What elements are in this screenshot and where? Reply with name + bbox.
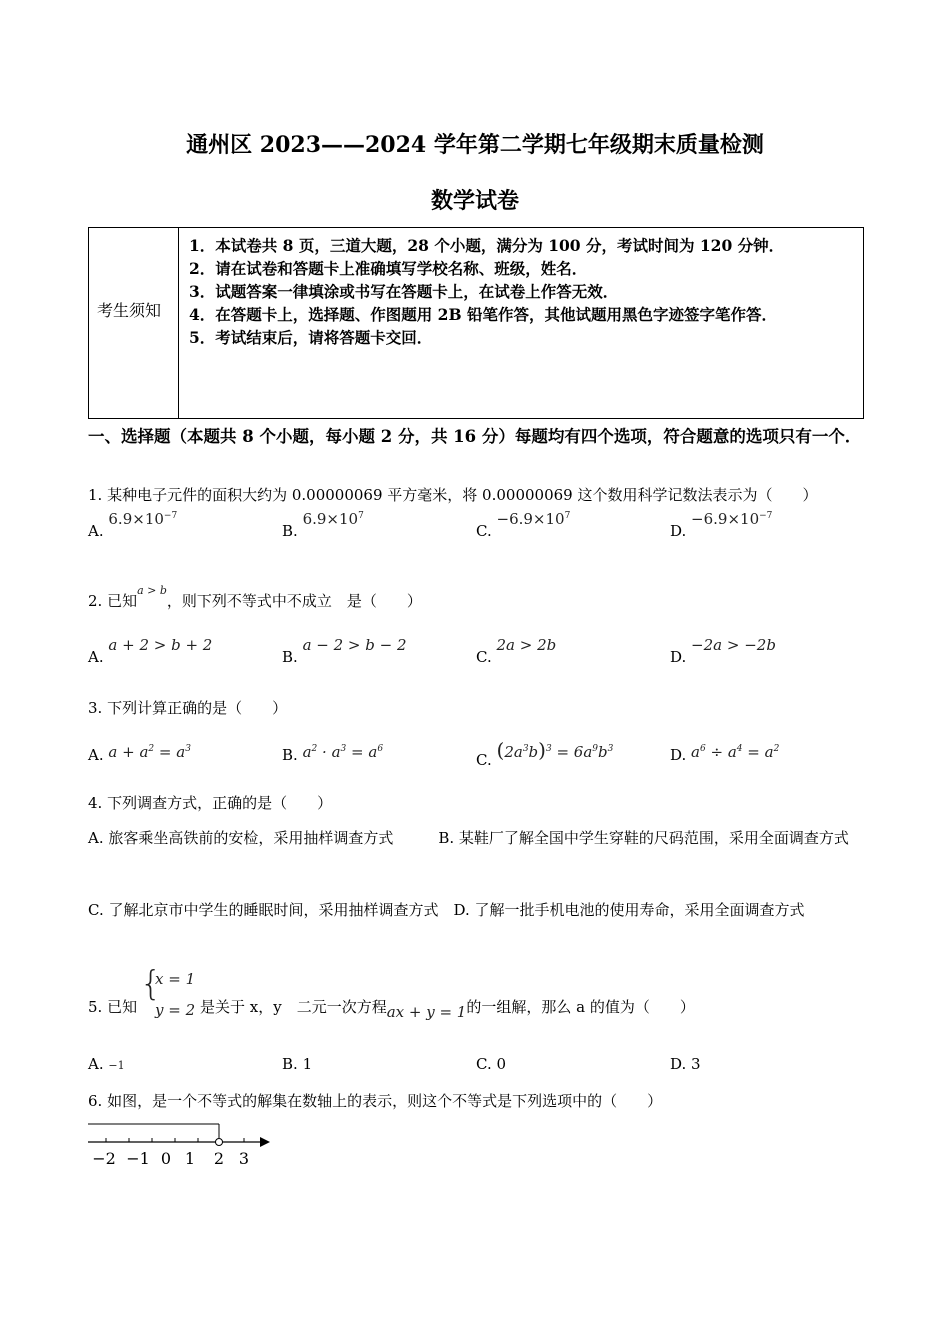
axis-arrow	[260, 1137, 270, 1147]
tick-label: −1	[126, 1149, 150, 1168]
tick-label: 2	[213, 1149, 225, 1168]
notice-item: 4．在答题卡上，选择题、作图题用 2B 铅笔作答，其他试题用黑色字迹签字笔作答．	[189, 305, 777, 324]
notice-item: 3．试题答案一律填涂或书写在答题卡上，在试卷上作答无效．	[189, 282, 619, 301]
q2-option-a: A. a + 2 > b + 2	[88, 636, 213, 666]
exam-title: 通州区 2023——2024 学年第二学期七年级期末质量检测	[186, 132, 764, 158]
question-3-stem: 3. 下列计算正确的是（ ）	[88, 699, 288, 717]
section-heading: 一、选择题（本题共 8 个小题，每小题 2 分，共 16 分）每题均有四个选项，符合题意的选项只有一个．	[88, 427, 862, 446]
q5-system-eq1: x = 1	[155, 970, 196, 988]
tick-label: 0	[160, 1149, 172, 1168]
q3-option-c: C. $(2a^3b)^3 = 6a^9b^3$	[476, 738, 614, 769]
q2-option-d: D. −2a > −2b	[670, 636, 776, 666]
q5-stem-mid: 是关于 x，y 二元一次方程ax + y = 1的一组解，那么 a 的值为（ ）	[200, 998, 695, 1021]
notice-box	[88, 227, 864, 419]
tick-label: −2	[92, 1149, 116, 1168]
q4-options-cd: C. 了解北京市中学生的睡眠时间，采用抽样调查方式 D. 了解一批手机电池的使用寿命，采用全面调查方式	[88, 901, 805, 919]
notice-label-cell	[89, 228, 179, 418]
q1-option-b: B. $6.9\times 10^7$	[282, 510, 364, 540]
notice-items	[189, 234, 854, 349]
notice-item: 2．请在试卷和答题卡上准确填写学校名称、班级，姓名．	[189, 259, 588, 278]
notice-item: 1．本试卷共 8 页，三道大题，28 个小题，满分为 100 分，考试时间为 120 分钟．	[189, 236, 785, 255]
q4-options-ab: A. 旅客乘坐高铁前的安检，采用抽样调查方式 B. 某鞋厂了解全国中学生穿鞋的尺码范围，采用全面调查方式	[88, 829, 849, 847]
q1-option-a: A. $6.9\times 10^{-7}$	[88, 510, 178, 540]
question-6-stem: 6. 如图，是一个不等式的解集在数轴上的表示，则这个不等式是下列选项中的（ ）	[88, 1092, 663, 1110]
q3-option-d: D. $a^6 \div a^4 = a^2$	[670, 743, 780, 764]
question-2-stem: 2. 已知$^{a > b}$，则下列不等式中不成立 是（ ）	[88, 584, 422, 610]
tick-label: 3	[238, 1149, 250, 1168]
question-4-stem: 4. 下列调查方式，正确的是（ ）	[88, 794, 333, 812]
open-circle-boundary	[216, 1139, 223, 1146]
q5-system-eq2: y = 2	[155, 1001, 196, 1019]
q5-option-c: C. 0	[476, 1055, 507, 1073]
q5-option-a: A. −1	[88, 1055, 125, 1073]
tick-label: 1	[184, 1149, 196, 1168]
q5-option-b: B. 1	[282, 1055, 313, 1073]
q2-option-b: B. a − 2 > b − 2	[282, 636, 407, 666]
notice-item: 5．考试结束后，请将答题卡交回．	[189, 328, 433, 347]
q2-option-c: C. 2a > 2b	[476, 636, 557, 666]
q5-option-d: D. 3	[670, 1055, 701, 1073]
q3-option-a: A. $a + a^2 = a^3$	[88, 743, 191, 764]
question-1-stem: 1. 某种电子元件的面积大约为 0.00000069 平方毫米，将 0.00000069 这个数用科学记数法表示为（ ）	[88, 486, 818, 504]
notice-label: 考生须知	[97, 301, 162, 320]
q1-option-d: D. $-6.9\times 10^{-7}$	[670, 510, 773, 540]
q1-option-c: C. $-6.9\times 10^7$	[476, 510, 571, 540]
q3-option-b: B. $a^2 \cdot a^3 = a^6$	[282, 743, 384, 764]
question-5-stem: 5. 已知	[88, 998, 138, 1016]
exam-page: 通州区 2023——2024 学年第二学期七年级期末质量检测 数学试卷 考生须知 1．本试卷共 8 页，三道大题，28 个小题，满分为 100 分，考试时间为 120 分钟． 2．请在试卷和答题卡上准确填写学校名称、班级，姓名． 3．试题答案一律填涂或书写在答题卡上，在试卷上作答无效． 4．在答题卡上，选择题、作图题用 2B 铅笔作答，其他试题用黑色字迹签字笔作答． 5．考试结束后，请将答题卡交回． 一、选择题（本题共 8 个小题，每小题 2 分，共 16 分）每题均有四个选项，符合题意的选项只有一个． 1. 某种电子元件的面积大约为 0.00000069 平方毫米，将 0.00000069 这个数用科学记数法表示为（ ） A. $6.9\times 10^{-7}$ B. $6.9\times 10^7$ C. $-6.9\times 10^7$ D. $-6.9\times 10^{-7}$ 2. 已知$^{a > b}$，则下列不等式中不成立 是（ ） A. a + 2 > b + 2 B. a − 2 > b − 2 C. 2a > 2b D. −2a > −2b 3. 下列计算正确的是（ ） A. $a + a^2 = a^3$ B. $a^2 \cdot a^3 = a^6$ C. $(2a^3b)^3 = 6a^9b^3$ D. $a^6 \div a^4 = a^2$ 4. 下列调查方式，正确的是（ ） A. 旅客乘坐高铁前的安检，采用抽样调查方式 B. 某鞋厂了解全国中学生穿鞋的尺码范围，采用全面调查方式 C. 了解北京市中学生的睡眠时间，采用抽样调查方式 D. 了解一批手机电池的使用寿命，采用全面调查方式 5. 已知 { x = 1 y = 2 是关于 x，y 二元一次方程ax + y = 1的一组解，那么 a 的值为（ ） A. −1 B. 1 C. 0 D. 3 6. 如图，是一个不等式的解集在数轴上的表示，则这个不等式是下列选项中的（ ） −2 −1 0 1 2 3	[0, 0, 950, 1344]
number-line-figure	[86, 1118, 276, 1170]
exam-subtitle: 数学试卷	[430, 188, 519, 214]
